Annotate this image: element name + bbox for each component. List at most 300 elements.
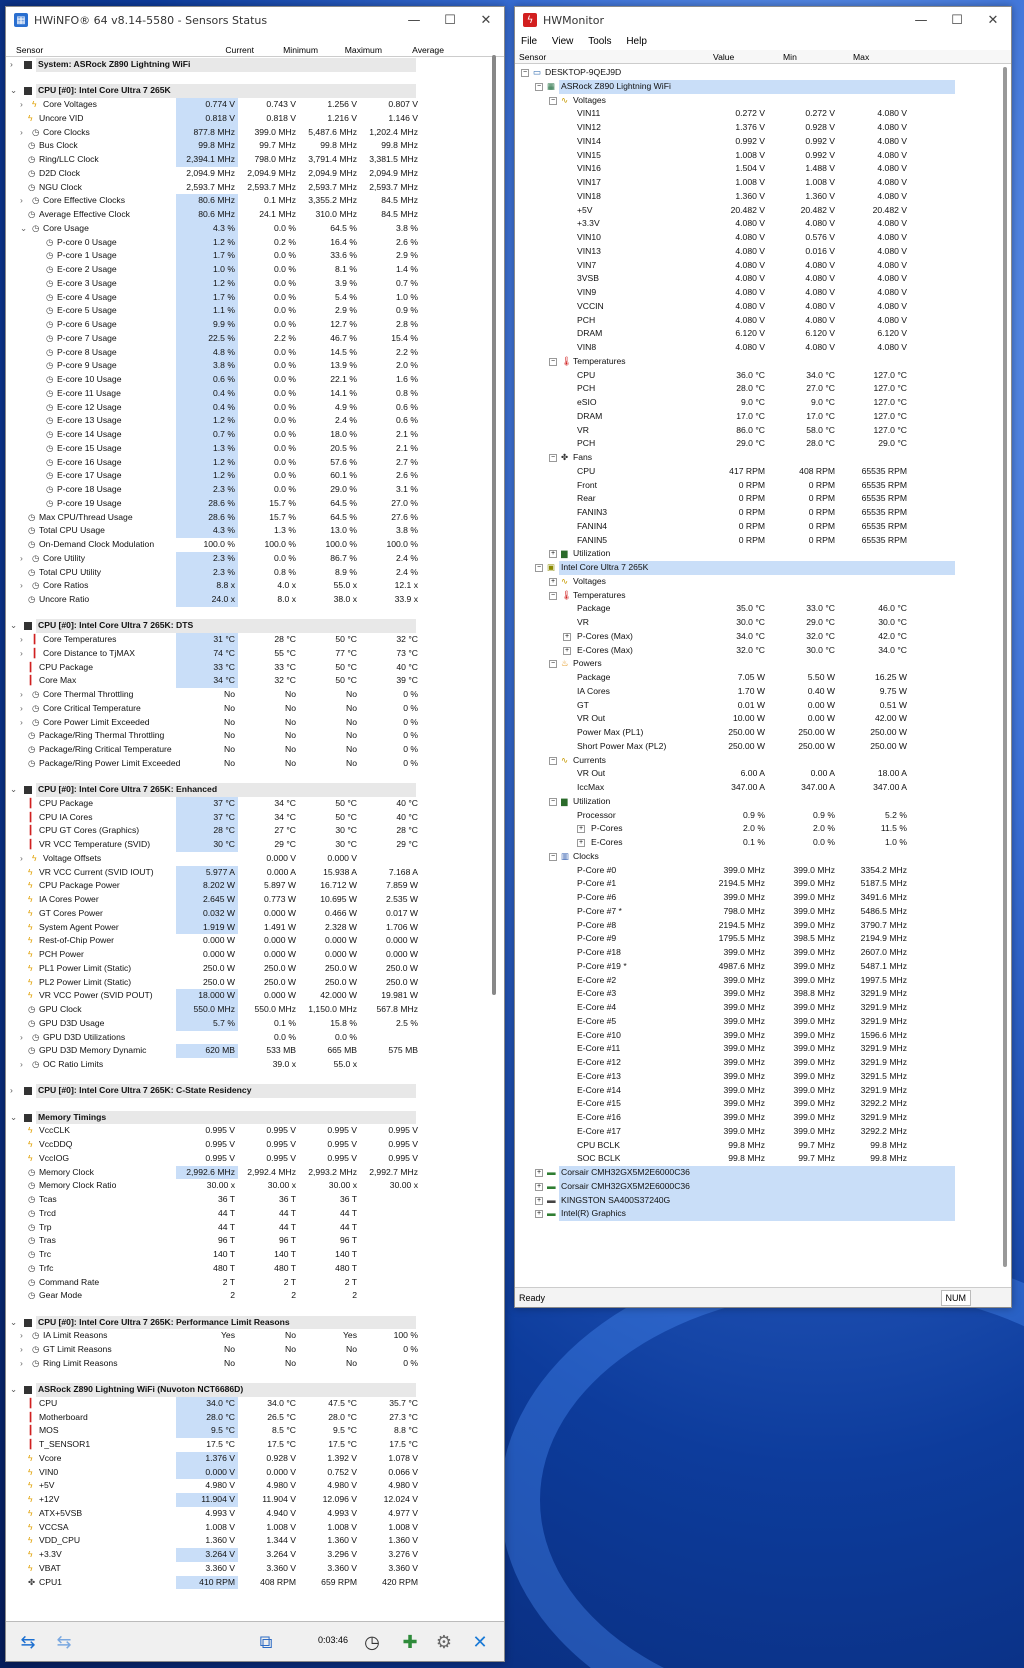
hwm-sensor-row[interactable] xyxy=(515,520,1003,534)
hwm-sensor-row[interactable] xyxy=(515,149,1003,163)
sensor-row[interactable] xyxy=(6,674,446,688)
hwm-tree-node[interactable] xyxy=(515,80,1003,94)
sensor-row[interactable] xyxy=(6,593,446,607)
nav-left-right-icon[interactable]: ⇆ xyxy=(20,1631,36,1653)
sensor-row[interactable] xyxy=(6,346,446,360)
expand-chevron-icon[interactable]: › xyxy=(20,702,23,713)
sensor-row[interactable] xyxy=(6,1424,446,1438)
sensor-row[interactable] xyxy=(6,181,446,195)
hwm-sensor-row[interactable] xyxy=(515,974,1003,988)
sensor-group-header[interactable] xyxy=(6,619,446,633)
expand-box-icon[interactable]: + xyxy=(550,550,556,558)
hwm-tree-node[interactable] xyxy=(515,589,1003,603)
hwm-sensor-row[interactable] xyxy=(515,231,1003,245)
value-current: No xyxy=(224,744,235,754)
hwm-sensor-row[interactable] xyxy=(515,1084,1003,1098)
sensor-row[interactable] xyxy=(6,1343,446,1357)
sensor-group-header[interactable] xyxy=(6,1084,446,1098)
hwm-sensor-row[interactable] xyxy=(515,341,1003,355)
expand-chevron-icon[interactable]: › xyxy=(20,1330,23,1341)
sensor-row[interactable] xyxy=(6,948,446,962)
hwm-sensor-row[interactable] xyxy=(515,369,1003,383)
col-maximum[interactable]: Maximum xyxy=(344,45,382,55)
hwm-sensor-row[interactable] xyxy=(515,644,1003,658)
sensor-row[interactable] xyxy=(6,456,446,470)
sensor-group-header[interactable] xyxy=(6,1316,446,1330)
hwm-sensor-row[interactable] xyxy=(515,905,1003,919)
sensor-row[interactable] xyxy=(6,1044,446,1058)
hwm-sensor-row[interactable] xyxy=(515,1111,1003,1125)
hwm-min: 250.00 W xyxy=(798,727,835,737)
value-current: 140 T xyxy=(213,1249,235,1259)
hwm-tree-node[interactable] xyxy=(515,561,1003,575)
sensor-row[interactable] xyxy=(6,976,446,990)
expand-chevron-icon[interactable]: › xyxy=(20,1344,23,1354)
sensor-row[interactable] xyxy=(6,236,446,250)
sensor-row[interactable] xyxy=(6,1193,446,1207)
hwm-max: 4.080 V xyxy=(877,314,907,325)
sensor-row[interactable] xyxy=(6,373,446,387)
hwm-sensor-row[interactable] xyxy=(515,1015,1003,1029)
sensor-row[interactable] xyxy=(6,304,446,318)
hwm-col-value[interactable]: Value xyxy=(713,52,735,62)
expand-chevron-icon[interactable]: › xyxy=(20,1031,23,1042)
hwm-sensor-row[interactable] xyxy=(515,1056,1003,1070)
hwm-minimize-button[interactable]: — xyxy=(914,12,928,28)
sensor-row[interactable] xyxy=(6,729,446,743)
hwm-sensor-row[interactable] xyxy=(515,382,1003,396)
hwm-sensor-row[interactable] xyxy=(515,671,1003,685)
sensor-row[interactable] xyxy=(6,1438,446,1452)
sensor-label: Core Thermal Throttling xyxy=(43,689,134,699)
nav-collapse-icon[interactable]: ⇆ xyxy=(56,1631,72,1653)
hwm-tree-node[interactable] xyxy=(515,850,1003,864)
sensor-row[interactable] xyxy=(6,1466,446,1480)
expand-chevron-icon[interactable]: › xyxy=(20,99,23,109)
value-current: 37 °C xyxy=(176,811,238,825)
sensor-row[interactable] xyxy=(6,1534,446,1548)
collapse-chevron-icon[interactable]: ⌄ xyxy=(10,85,18,96)
hwm-sensor-row[interactable] xyxy=(515,121,1003,135)
sensor-row[interactable] xyxy=(6,1124,446,1138)
hwm-sensor-row[interactable] xyxy=(515,1139,1003,1153)
sensor-row[interactable] xyxy=(6,98,446,112)
sensor-row[interactable] xyxy=(6,811,446,825)
expand-box-icon[interactable]: + xyxy=(536,1210,542,1218)
sensor-row[interactable] xyxy=(6,921,446,935)
menu-view[interactable]: View xyxy=(551,36,574,47)
hwm-min: 399.0 MHz xyxy=(793,1125,835,1136)
expand-box-icon[interactable]: + xyxy=(536,1169,542,1176)
sensor-row[interactable] xyxy=(6,1507,446,1521)
hwm-sensor-row[interactable] xyxy=(515,465,1003,479)
hwm-sensor-row[interactable] xyxy=(515,822,1003,836)
sensor-row[interactable] xyxy=(6,989,446,1003)
expand-chevron-icon[interactable]: › xyxy=(20,852,23,863)
hwm-col-min[interactable]: Min xyxy=(783,52,797,62)
hwm-sensor-row[interactable] xyxy=(515,685,1003,699)
sensor-row[interactable] xyxy=(6,359,446,373)
hwm-sensor-row[interactable] xyxy=(515,190,1003,204)
therm-icon: ┃ xyxy=(32,634,38,644)
hwm-sensor-row[interactable] xyxy=(515,204,1003,218)
col-minimum[interactable]: Minimum xyxy=(283,45,318,55)
sensor-group-header[interactable] xyxy=(6,1111,446,1125)
sensor-row[interactable] xyxy=(6,1411,446,1425)
expand-chevron-icon[interactable]: › xyxy=(20,689,23,699)
hwm-sensor-row[interactable] xyxy=(515,492,1003,506)
sensor-row[interactable] xyxy=(6,797,446,811)
clock-icon: ◷ xyxy=(32,702,40,713)
hwm-tree-node[interactable] xyxy=(515,1207,1003,1221)
sensor-row[interactable] xyxy=(6,1479,446,1493)
sensor-row[interactable] xyxy=(6,1548,446,1562)
hwm-sensor-row[interactable] xyxy=(515,1097,1003,1111)
collapse-chevron-icon[interactable]: ⌄ xyxy=(10,1316,18,1327)
hwm-sensor-row[interactable] xyxy=(515,987,1003,1001)
hwm-tree-node[interactable] xyxy=(515,657,1003,671)
hwm-sensor-row[interactable] xyxy=(515,176,1003,190)
value-minimum: 1.491 W xyxy=(263,921,296,932)
sensor-row[interactable] xyxy=(6,743,446,757)
sensor-row[interactable] xyxy=(6,139,446,153)
sensor-row[interactable] xyxy=(6,866,446,880)
collapse-chevron-icon[interactable]: ⌄ xyxy=(10,620,18,631)
sensor-row[interactable] xyxy=(6,647,446,661)
sensor-row[interactable] xyxy=(6,112,446,126)
hwm-sensor-row[interactable] xyxy=(515,740,1003,754)
sensor-row[interactable] xyxy=(6,249,446,263)
collapse-box-icon[interactable]: − xyxy=(522,69,528,76)
sensor-label: +5V xyxy=(39,1480,55,1491)
sensor-row[interactable] xyxy=(6,1152,446,1166)
hwm-tree-node[interactable] xyxy=(515,451,1003,465)
sensor-row[interactable] xyxy=(6,757,446,771)
sensor-row[interactable] xyxy=(6,1058,446,1072)
hwm-close-button[interactable]: ✕ xyxy=(987,12,999,28)
sensor-label: GPU D3D Usage xyxy=(39,1017,105,1028)
expand-box-icon[interactable]: + xyxy=(550,577,556,585)
collapse-box-icon[interactable]: − xyxy=(550,660,556,668)
sensor-row[interactable] xyxy=(6,824,446,838)
hwm-sensor-row[interactable] xyxy=(515,1029,1003,1043)
sensor-row[interactable] xyxy=(6,414,446,428)
col-sensor[interactable]: Sensor xyxy=(16,45,44,55)
hwm-scrollbar[interactable] xyxy=(1003,67,1007,1267)
collapse-chevron-icon[interactable]: ⌄ xyxy=(10,784,18,794)
collapse-box-icon[interactable]: − xyxy=(550,852,556,860)
sensor-row[interactable] xyxy=(6,852,446,866)
sensor-row[interactable] xyxy=(6,1357,446,1371)
clock-icon: ◷ xyxy=(28,1045,36,1056)
expand-box-icon[interactable]: + xyxy=(564,632,570,640)
sensor-row[interactable] xyxy=(6,291,446,305)
sensor-row[interactable] xyxy=(6,1452,446,1466)
hwm-tree-node[interactable] xyxy=(515,795,1003,809)
menu-help[interactable]: Help xyxy=(626,36,647,47)
menu-tools[interactable]: Tools xyxy=(588,36,612,47)
hwm-sensor-row[interactable] xyxy=(515,809,1003,823)
sensor-group-header[interactable] xyxy=(6,1383,446,1397)
hwm-tree-node[interactable] xyxy=(515,1194,1003,1208)
sensor-row[interactable] xyxy=(6,1576,446,1590)
sensor-row[interactable] xyxy=(6,907,446,921)
sensor-row[interactable] xyxy=(6,716,446,730)
hwm-col-sensor[interactable]: Sensor xyxy=(519,52,547,62)
sensor-row[interactable] xyxy=(6,934,446,948)
hwm-sensor-row[interactable] xyxy=(515,891,1003,905)
sensor-row[interactable] xyxy=(6,1329,446,1343)
hwmonitor-titlebar[interactable] xyxy=(515,7,1011,33)
hwm-sensor-row[interactable] xyxy=(515,864,1003,878)
expand-chevron-icon[interactable]: › xyxy=(20,647,23,658)
expand-box-icon[interactable]: + xyxy=(536,1182,542,1190)
hwm-sensor-row[interactable] xyxy=(515,327,1003,341)
sensor-row[interactable] xyxy=(6,1248,446,1262)
clock-icon[interactable]: ◷ xyxy=(364,1631,380,1653)
sensor-row[interactable] xyxy=(6,538,446,552)
value-maximum: 665 MB xyxy=(327,1045,357,1056)
hwm-sensor-row[interactable] xyxy=(515,314,1003,328)
close-button[interactable]: ✕ xyxy=(480,12,492,28)
sensor-row[interactable] xyxy=(6,1031,446,1045)
hwm-sensor-row[interactable] xyxy=(515,919,1003,933)
sensor-row[interactable] xyxy=(6,208,446,222)
expand-box-icon[interactable]: + xyxy=(578,839,584,846)
settings-gear-icon[interactable]: ⚙ xyxy=(435,1631,453,1653)
expand-chevron-icon[interactable]: › xyxy=(20,716,23,727)
sensor-row[interactable] xyxy=(6,387,446,401)
sensor-row[interactable] xyxy=(6,552,446,566)
hwm-sensor-row[interactable] xyxy=(515,1070,1003,1084)
hwm-sensor-row[interactable] xyxy=(515,107,1003,121)
expand-chevron-icon[interactable]: › xyxy=(20,552,23,563)
hwm-sensor-row[interactable] xyxy=(515,932,1003,946)
value-minimum: 2,593.7 MHz xyxy=(247,181,296,192)
sensor-row[interactable] xyxy=(6,1166,446,1180)
sensor-row[interactable] xyxy=(6,1221,446,1235)
hwm-sensor-row[interactable] xyxy=(515,534,1003,548)
sensor-row[interactable] xyxy=(6,318,446,332)
exit-x-icon[interactable]: ✕ xyxy=(472,1631,488,1653)
sensor-row[interactable] xyxy=(6,153,446,167)
sensor-row[interactable] xyxy=(6,277,446,291)
value-current: 0.4 % xyxy=(176,401,238,415)
collapse-box-icon[interactable]: − xyxy=(550,454,556,461)
hwm-sensor-row[interactable] xyxy=(515,1042,1003,1056)
expand-chevron-icon[interactable]: › xyxy=(20,1059,23,1069)
sensor-group-header[interactable] xyxy=(6,58,446,72)
maximize-button[interactable]: ☐ xyxy=(444,12,456,28)
network-icon[interactable]: ⧉ xyxy=(259,1631,273,1653)
sensor-row[interactable] xyxy=(6,1234,446,1248)
value-minimum: 140 T xyxy=(274,1249,296,1259)
hwm-maximize-button[interactable]: ☐ xyxy=(951,12,963,28)
sensor-row[interactable] xyxy=(6,661,446,675)
value-current: 620 MB xyxy=(176,1044,238,1058)
expand-chevron-icon[interactable]: › xyxy=(20,126,23,137)
collapse-box-icon[interactable]: − xyxy=(550,797,556,805)
hwm-sensor-row[interactable] xyxy=(515,162,1003,176)
hwm-min: 1.008 V xyxy=(805,177,835,187)
hwm-sensor-row[interactable] xyxy=(515,946,1003,960)
hwm-min: 0.016 V xyxy=(805,245,835,256)
hwm-sensor-row[interactable] xyxy=(515,245,1003,259)
expand-chevron-icon[interactable]: › xyxy=(10,59,13,69)
sensor-row[interactable] xyxy=(6,879,446,893)
hwinfo-titlebar[interactable] xyxy=(6,7,504,33)
clock-icon: ◷ xyxy=(28,1276,36,1287)
sensor-row[interactable] xyxy=(6,167,446,181)
collapse-box-icon[interactable]: − xyxy=(536,82,542,90)
hwm-sensor-label: IA Cores xyxy=(577,685,610,696)
value-current: 99.8 MHz xyxy=(176,139,238,153)
expand-chevron-icon[interactable]: › xyxy=(20,634,23,644)
sensor-row[interactable] xyxy=(6,893,446,907)
hwm-tree-node[interactable] xyxy=(515,1180,1003,1194)
expand-chevron-icon[interactable]: › xyxy=(20,580,23,591)
value-current: 1.376 V xyxy=(176,1452,238,1466)
sensor-row[interactable] xyxy=(6,962,446,976)
sensor-row[interactable] xyxy=(6,263,446,277)
sensor-row[interactable] xyxy=(6,1017,446,1031)
hwm-sensor-row[interactable] xyxy=(515,781,1003,795)
hwm-sensor-row[interactable] xyxy=(515,286,1003,300)
sensor-row[interactable] xyxy=(6,126,446,140)
sensor-row[interactable] xyxy=(6,1521,446,1535)
hwm-sensor-row[interactable] xyxy=(515,699,1003,713)
value-average: 2.535 W xyxy=(385,894,418,904)
hwm-sensor-row[interactable] xyxy=(515,726,1003,740)
sensor-row[interactable] xyxy=(6,633,446,647)
sensor-row[interactable] xyxy=(6,401,446,415)
expand-chevron-icon[interactable]: › xyxy=(20,1357,23,1368)
sensor-row[interactable] xyxy=(6,1179,446,1193)
sensor-row[interactable] xyxy=(6,1493,446,1507)
value-maximum: 13.9 % xyxy=(330,360,357,371)
hwm-sensor-row[interactable] xyxy=(515,396,1003,410)
sensor-row[interactable] xyxy=(6,1138,446,1152)
hwm-tree-node[interactable] xyxy=(515,754,1003,768)
col-current[interactable]: Current xyxy=(225,45,254,55)
sensor-row[interactable] xyxy=(6,566,446,580)
sensor-row[interactable] xyxy=(6,442,446,456)
sensor-row[interactable] xyxy=(6,332,446,346)
minimize-button[interactable]: — xyxy=(407,12,421,28)
sensor-row[interactable] xyxy=(6,1397,446,1411)
sensor-row[interactable] xyxy=(6,194,446,208)
value-maximum: 1.256 V xyxy=(327,99,357,109)
value-current: 0.995 V xyxy=(205,1139,235,1149)
sensor-row[interactable] xyxy=(6,511,446,525)
hwm-tree-node[interactable] xyxy=(515,575,1003,589)
hwm-sensor-row[interactable] xyxy=(515,410,1003,424)
sensor-row[interactable] xyxy=(6,579,446,593)
menu-file[interactable]: File xyxy=(521,36,538,47)
col-average[interactable]: Average xyxy=(412,45,444,55)
expand-chevron-icon[interactable]: › xyxy=(10,1085,13,1096)
sensor-row[interactable] xyxy=(6,1562,446,1576)
hwm-sensor-row[interactable] xyxy=(515,960,1003,974)
collapse-box-icon[interactable]: − xyxy=(550,357,556,365)
hwm-tree-node[interactable] xyxy=(515,66,1003,80)
hwm-tree-node[interactable] xyxy=(515,94,1003,108)
value-current: 9.5 °C xyxy=(176,1424,238,1438)
sensor-group-header[interactable] xyxy=(6,84,446,98)
hwm-max: 18.00 A xyxy=(877,768,907,779)
sensor-row[interactable] xyxy=(6,688,446,702)
hwm-sensor-row[interactable] xyxy=(515,630,1003,644)
collapse-box-icon[interactable]: − xyxy=(536,564,542,571)
hwm-sensor-row[interactable] xyxy=(515,424,1003,438)
collapse-box-icon[interactable]: − xyxy=(550,756,556,764)
hwm-sensor-row[interactable] xyxy=(515,602,1003,616)
hwm-sensor-row[interactable] xyxy=(515,300,1003,314)
collapse-box-icon[interactable]: − xyxy=(550,591,556,599)
expand-box-icon[interactable]: + xyxy=(578,825,584,833)
hwm-sensor-row[interactable] xyxy=(515,712,1003,726)
sensor-row[interactable] xyxy=(6,1276,446,1290)
sensor-group-header[interactable] xyxy=(6,783,446,797)
hwm-sensor-row[interactable] xyxy=(515,616,1003,630)
sensor-row[interactable] xyxy=(6,428,446,442)
sensor-row[interactable] xyxy=(6,1207,446,1221)
hwm-col-max[interactable]: Max xyxy=(853,52,870,62)
hwm-sensor-row[interactable] xyxy=(515,767,1003,781)
clock-icon: ◷ xyxy=(32,195,40,206)
sensor-row[interactable] xyxy=(6,483,446,497)
hwm-sensor-row[interactable] xyxy=(515,506,1003,520)
hwm-sensor-row[interactable] xyxy=(515,836,1003,850)
expand-box-icon[interactable]: + xyxy=(536,1196,542,1204)
sensor-row[interactable] xyxy=(6,1262,446,1276)
expand-chevron-icon[interactable]: › xyxy=(20,195,23,206)
hwm-sensor-row[interactable] xyxy=(515,437,1003,451)
hwm-sensor-row[interactable] xyxy=(515,1152,1003,1166)
value-current: 0.7 % xyxy=(176,428,238,442)
sensor-row[interactable] xyxy=(6,838,446,852)
hwm-tree-node[interactable] xyxy=(515,1166,1003,1180)
sensor-row[interactable] xyxy=(6,222,446,236)
value-maximum: 250.0 W xyxy=(324,962,357,973)
sensor-label: VR VCC Power (SVID POUT) xyxy=(39,990,153,1001)
hwm-sensor-row[interactable] xyxy=(515,1001,1003,1015)
add-report-icon[interactable]: ✚ xyxy=(402,1631,418,1653)
hwm-sensor-row[interactable] xyxy=(515,259,1003,273)
hwm-tree-node[interactable] xyxy=(515,547,1003,561)
hwm-sensor-row[interactable] xyxy=(515,479,1003,493)
sensor-row[interactable] xyxy=(6,497,446,511)
collapse-chevron-icon[interactable]: ⌄ xyxy=(10,1384,18,1394)
hwm-tree-node[interactable] xyxy=(515,355,1003,369)
sensor-row[interactable] xyxy=(6,702,446,716)
sensor-row[interactable] xyxy=(6,1289,446,1303)
collapse-chevron-icon[interactable]: ⌄ xyxy=(20,222,28,233)
hwm-sensor-row[interactable] xyxy=(515,1125,1003,1139)
hwinfo-scrollbar[interactable] xyxy=(492,55,496,995)
collapse-box-icon[interactable]: − xyxy=(550,96,556,104)
collapse-chevron-icon[interactable]: ⌄ xyxy=(10,1111,18,1122)
hwm-sensor-row[interactable] xyxy=(515,272,1003,286)
expand-box-icon[interactable]: + xyxy=(564,646,570,654)
hwm-sensor-row[interactable] xyxy=(515,135,1003,149)
hwm-sensor-row[interactable] xyxy=(515,217,1003,231)
sensor-row[interactable] xyxy=(6,1003,446,1017)
sensor-row[interactable] xyxy=(6,469,446,483)
sensor-row[interactable] xyxy=(6,524,446,538)
hwm-sensor-row[interactable] xyxy=(515,877,1003,891)
clock-icon: ◷ xyxy=(28,1235,36,1246)
